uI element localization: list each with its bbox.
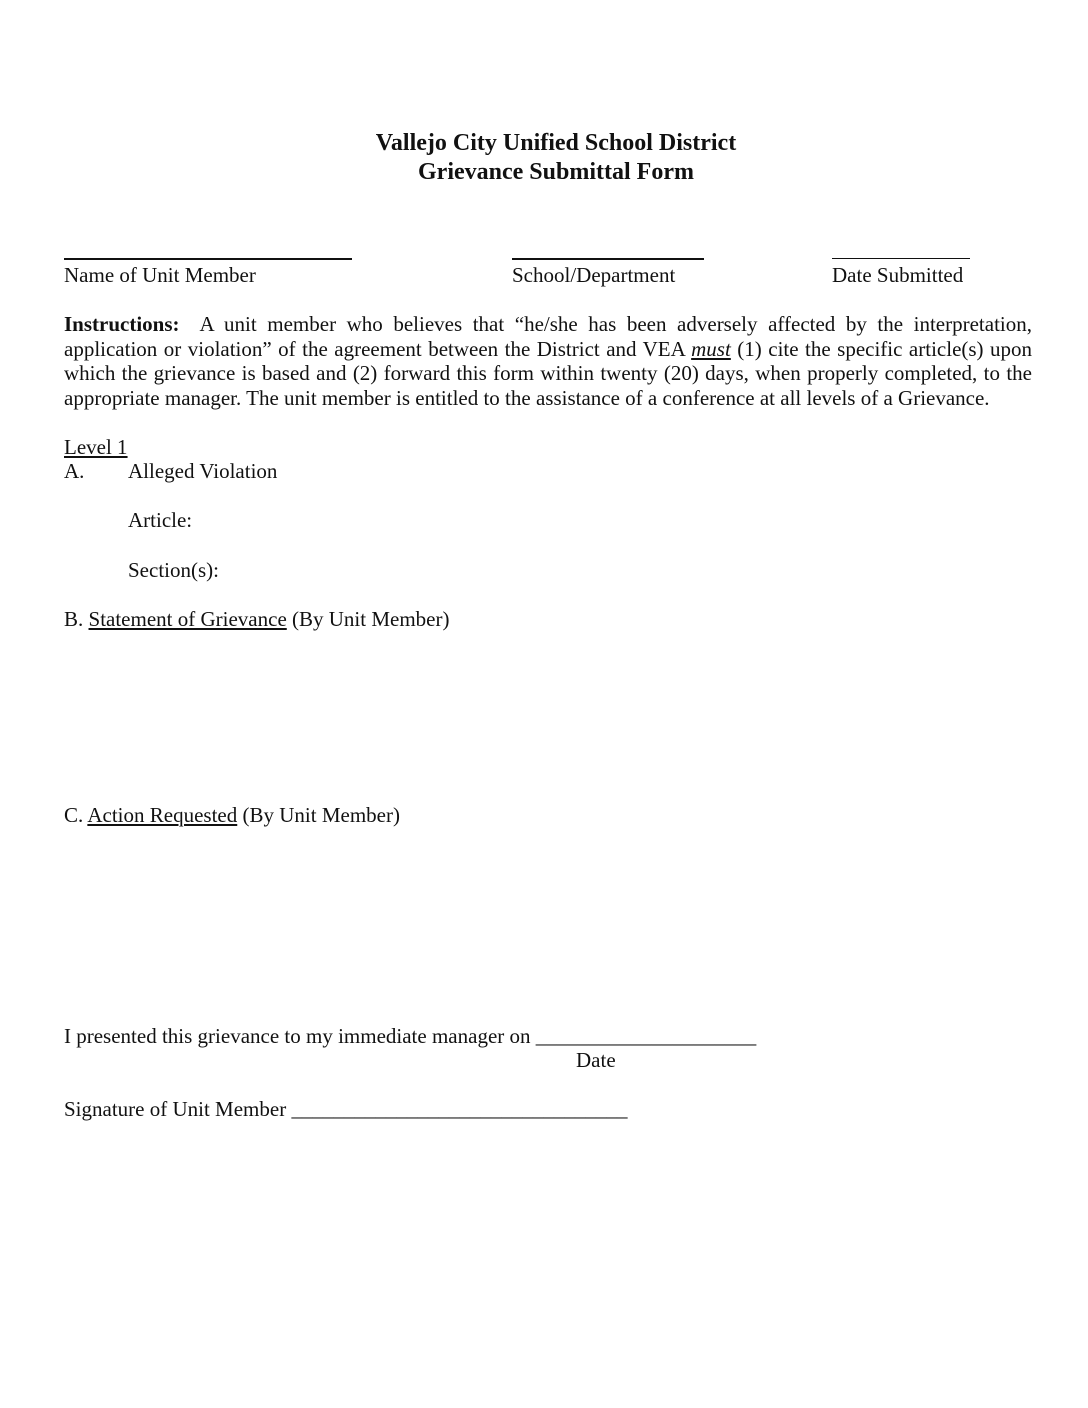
school-blank-line[interactable] — [512, 258, 704, 260]
instructions-part2: (1) cite the specific article(s) upon which the grievance is based and (2) forward this form within twenty (20) days, when properly completed, to the appropriate manager. The unit member is entitled to the assistance of a conference at all levels of a Grievance. — [64, 336, 1033, 410]
section-b-prefix: B. — [64, 607, 84, 631]
instructions-part1: A unit member who believes that “he/she has been adversely affected by the interpretation, application or violation” of the agreement between the District and VEA — [64, 312, 1032, 361]
form-title: Grievance Submittal Form — [418, 159, 694, 185]
level-1-heading: Level 1 — [64, 435, 128, 459]
district-title: Vallejo City Unified School District — [375, 130, 737, 156]
alleged-violation-label: Alleged Violation — [128, 459, 278, 483]
action-requested-title: Action Requested — [87, 803, 238, 827]
article-label[interactable]: Article: — [128, 508, 193, 532]
action-requested-heading — [64, 803, 400, 828]
presented-date-caption: Date — [576, 1048, 616, 1072]
signature-line[interactable]: Signature of Unit Member ________________________________ — [64, 1097, 628, 1121]
presented-to-manager-line[interactable]: I presented this grievance to my immediate manager on _____________________ — [64, 1024, 757, 1048]
name-blank-line[interactable] — [64, 258, 352, 260]
statement-of-grievance-title: Statement of Grievance — [88, 607, 287, 631]
date-submitted-label: Date Submitted — [832, 263, 964, 287]
instructions-lead: Instructions: — [64, 312, 180, 336]
instructions-emphasis: must — [691, 336, 731, 361]
school-label: School/Department — [512, 263, 676, 287]
action-requested-suffix: (By Unit Member) — [242, 803, 400, 827]
statement-of-grievance-suffix: (By Unit Member) — [292, 607, 450, 631]
section-c-prefix: C. — [64, 803, 84, 827]
statement-of-grievance-heading — [64, 607, 450, 632]
instructions-paragraph — [64, 312, 1032, 410]
section-a-marker: A. — [64, 459, 85, 483]
date-blank-line[interactable] — [832, 258, 970, 259]
name-label: Name of Unit Member — [64, 263, 256, 287]
sections-label[interactable]: Section(s): — [128, 558, 219, 582]
